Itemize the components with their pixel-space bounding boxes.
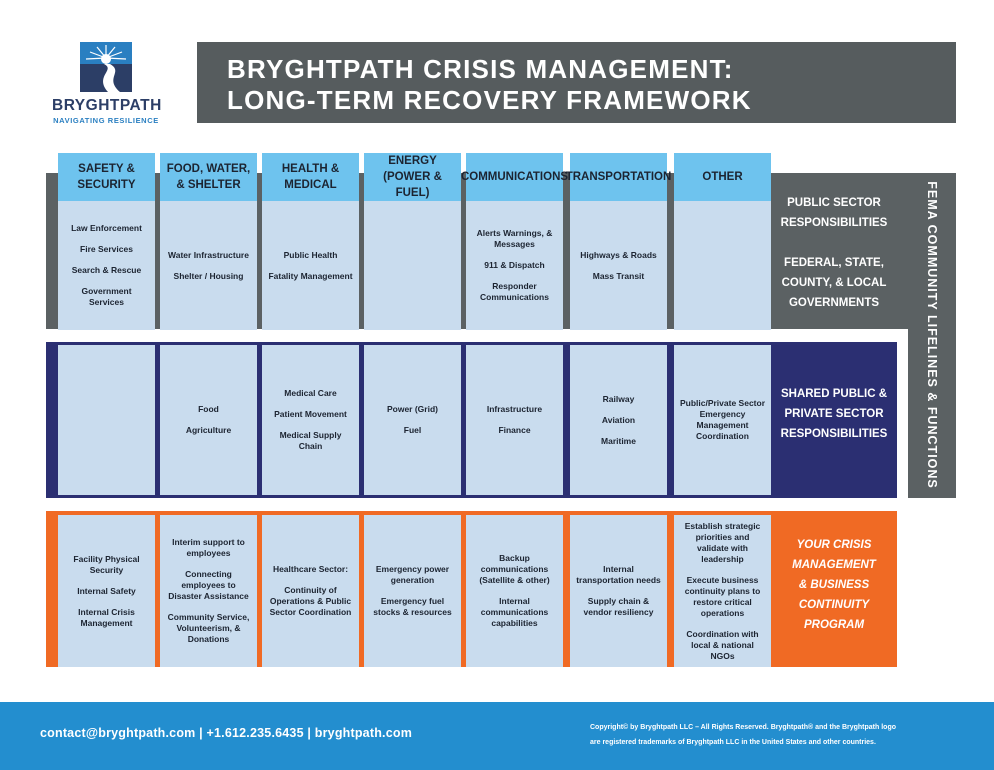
- column-header: [262, 153, 359, 201]
- program-item: Backup communications (Satellite & other): [479, 553, 550, 585]
- shared-cell: [466, 345, 563, 495]
- program-cell: [466, 515, 563, 667]
- column-header-line: OTHER: [702, 171, 743, 183]
- shared-cell: [364, 345, 461, 495]
- lifeline-column: [460, 153, 569, 667]
- program-cell: [160, 515, 257, 667]
- shared-cell: [262, 345, 359, 495]
- fema-lifelines-sidebar: [908, 173, 956, 498]
- program-item: Execute business continuity plans to restore critical operations: [684, 574, 761, 618]
- logo-wordmark: BRYGHTPATH: [52, 97, 162, 114]
- column-header-line: ENERGY: [388, 155, 437, 167]
- program-cell: [364, 515, 461, 667]
- page-title: [197, 42, 956, 123]
- program-item: Facility Physical Security: [73, 553, 140, 575]
- public-sector-label: PUBLIC SECTOR RESPONSIBILITIES FEDERAL, STATE, COUNTY, & LOCAL GOVERNMENTS: [780, 197, 888, 309]
- shared-item: Public/Private Sector Emergency Management Coordination: [679, 398, 766, 441]
- column-header-line: HEALTH &: [281, 163, 340, 175]
- bryghtpath-logo: [52, 40, 160, 126]
- column-header: [58, 153, 155, 201]
- public-cell: [58, 201, 155, 330]
- program-item: Healthcare Sector:: [272, 564, 349, 574]
- program-item: Emergency fuel stocks & resources: [373, 596, 452, 617]
- public-item: Mass Transit: [592, 270, 645, 281]
- shared-item: Medical Care: [284, 388, 337, 398]
- column-header-line: (POWER & FUEL): [383, 171, 442, 199]
- shared-item: Power (Grid): [386, 404, 438, 414]
- column-header: [460, 153, 569, 201]
- column-header-line: COMMUNICATIONS: [460, 171, 569, 183]
- program-cell: [58, 515, 155, 667]
- program-item: Internal transportation needs: [576, 564, 661, 585]
- shared-item: Fuel: [403, 425, 422, 435]
- public-item: Alerts Warnings, & Messages: [476, 228, 553, 249]
- footer-contact[interactable]: contact@bryghtpath.com | +1.612.235.6435 | bryghtpath.com: [40, 726, 413, 740]
- public-item: Highways & Roads: [580, 249, 657, 260]
- lifeline-column: [160, 153, 257, 667]
- column-header-line: MEDICAL: [284, 179, 337, 191]
- title-line-2: LONG-TERM RECOVERY FRAMEWORK: [227, 85, 752, 115]
- public-item: Law Enforcement: [71, 223, 142, 233]
- lifeline-column: [674, 153, 771, 667]
- column-header-line: TRANSPORTATION: [565, 171, 672, 183]
- program-item: Interim support to employees: [172, 537, 245, 558]
- shared-item: Medical Supply Chain: [279, 430, 342, 451]
- column-header-line: SECURITY: [77, 179, 136, 191]
- lifeline-column: [565, 153, 672, 667]
- public-item: Fatality Management: [268, 270, 353, 281]
- shared-item: Railway: [602, 393, 635, 404]
- column-header: [674, 153, 771, 201]
- shared-cell: [160, 345, 257, 495]
- shared-cell: [570, 345, 667, 495]
- public-cell: [364, 201, 461, 330]
- column-header: [364, 153, 461, 201]
- shared-item: Infrastructure: [486, 404, 543, 414]
- public-item: Government Services: [81, 286, 132, 307]
- shared-item: Food: [198, 404, 219, 414]
- logo-tagline: NAVIGATING RESILIENCE: [53, 116, 159, 125]
- shared-cell: [58, 345, 155, 495]
- fema-lifelines-label: FEMA COMMUNITY LIFELINES & FUNCTIONS: [925, 181, 939, 489]
- public-cell: [674, 201, 771, 330]
- program-label: YOUR CRISIS MANAGEMENT & BUSINESS CONTINUITY PROGRAM: [792, 539, 876, 631]
- shared-sector-label: SHARED PUBLIC & PRIVATE SECTOR RESPONSIBILITIES: [780, 388, 888, 440]
- shared-item: Maritime: [601, 435, 636, 446]
- lifeline-column: [364, 153, 461, 667]
- footer: [0, 702, 994, 770]
- public-item: Responder Communications: [480, 281, 549, 302]
- shared-item: Agriculture: [185, 425, 232, 435]
- column-header: [565, 153, 672, 201]
- program-item: Supply chain & vendor resiliency: [583, 596, 654, 617]
- column-header-line: SAFETY &: [78, 163, 135, 175]
- shared-cell: [674, 345, 771, 495]
- public-item: Water Infrastructure: [168, 249, 249, 260]
- footer-copyright: Copyright© by Bryghtpath LLC – All Rights Reserved. Bryghtpath® and the Bryghtpath logo are registered trademarks of Bryghtpath LLC in the United States and other countries.: [590, 724, 897, 746]
- program-cell: [262, 515, 359, 667]
- lifeline-column: [58, 153, 155, 667]
- program-item: Establish strategic priorities and validate with leadership: [684, 520, 761, 564]
- public-item: 911 & Dispatch: [484, 260, 545, 270]
- shared-item: Finance: [498, 425, 531, 435]
- public-item: Fire Services: [80, 244, 133, 254]
- title-line-1: BRYGHTPATH CRISIS MANAGEMENT:: [227, 54, 734, 84]
- program-item: Community Service, Volunteerism, & Donations: [167, 612, 250, 644]
- lifeline-column: [262, 153, 359, 667]
- program-item: Connecting employees to Disaster Assistance: [168, 569, 249, 601]
- program-cell: [674, 515, 771, 667]
- shared-item: Patient Movement: [274, 409, 347, 419]
- program-item: Internal Crisis Management: [78, 606, 135, 628]
- shared-item: Aviation: [601, 414, 636, 425]
- program-item: Internal Safety: [77, 585, 136, 596]
- program-cell: [570, 515, 667, 667]
- column-header-line: FOOD, WATER,: [166, 163, 251, 175]
- public-item: Public Health: [283, 249, 338, 260]
- column-header: [160, 153, 257, 201]
- public-cell: [466, 201, 563, 330]
- program-item: Coordination with local & national NGOs: [686, 628, 759, 661]
- program-item: Internal communications capabilities: [480, 596, 549, 628]
- program-item: Continuity of Operations & Public Sector Coordination: [269, 585, 352, 617]
- public-cell: [570, 201, 667, 330]
- program-item: Emergency power generation: [375, 564, 450, 585]
- public-item: Shelter / Housing: [173, 270, 244, 281]
- public-item: Search & Rescue: [71, 265, 142, 275]
- public-cell: [262, 201, 359, 330]
- sunrise-road-icon: [80, 42, 132, 92]
- column-header-line: & SHELTER: [176, 179, 241, 191]
- public-cell: [160, 201, 257, 330]
